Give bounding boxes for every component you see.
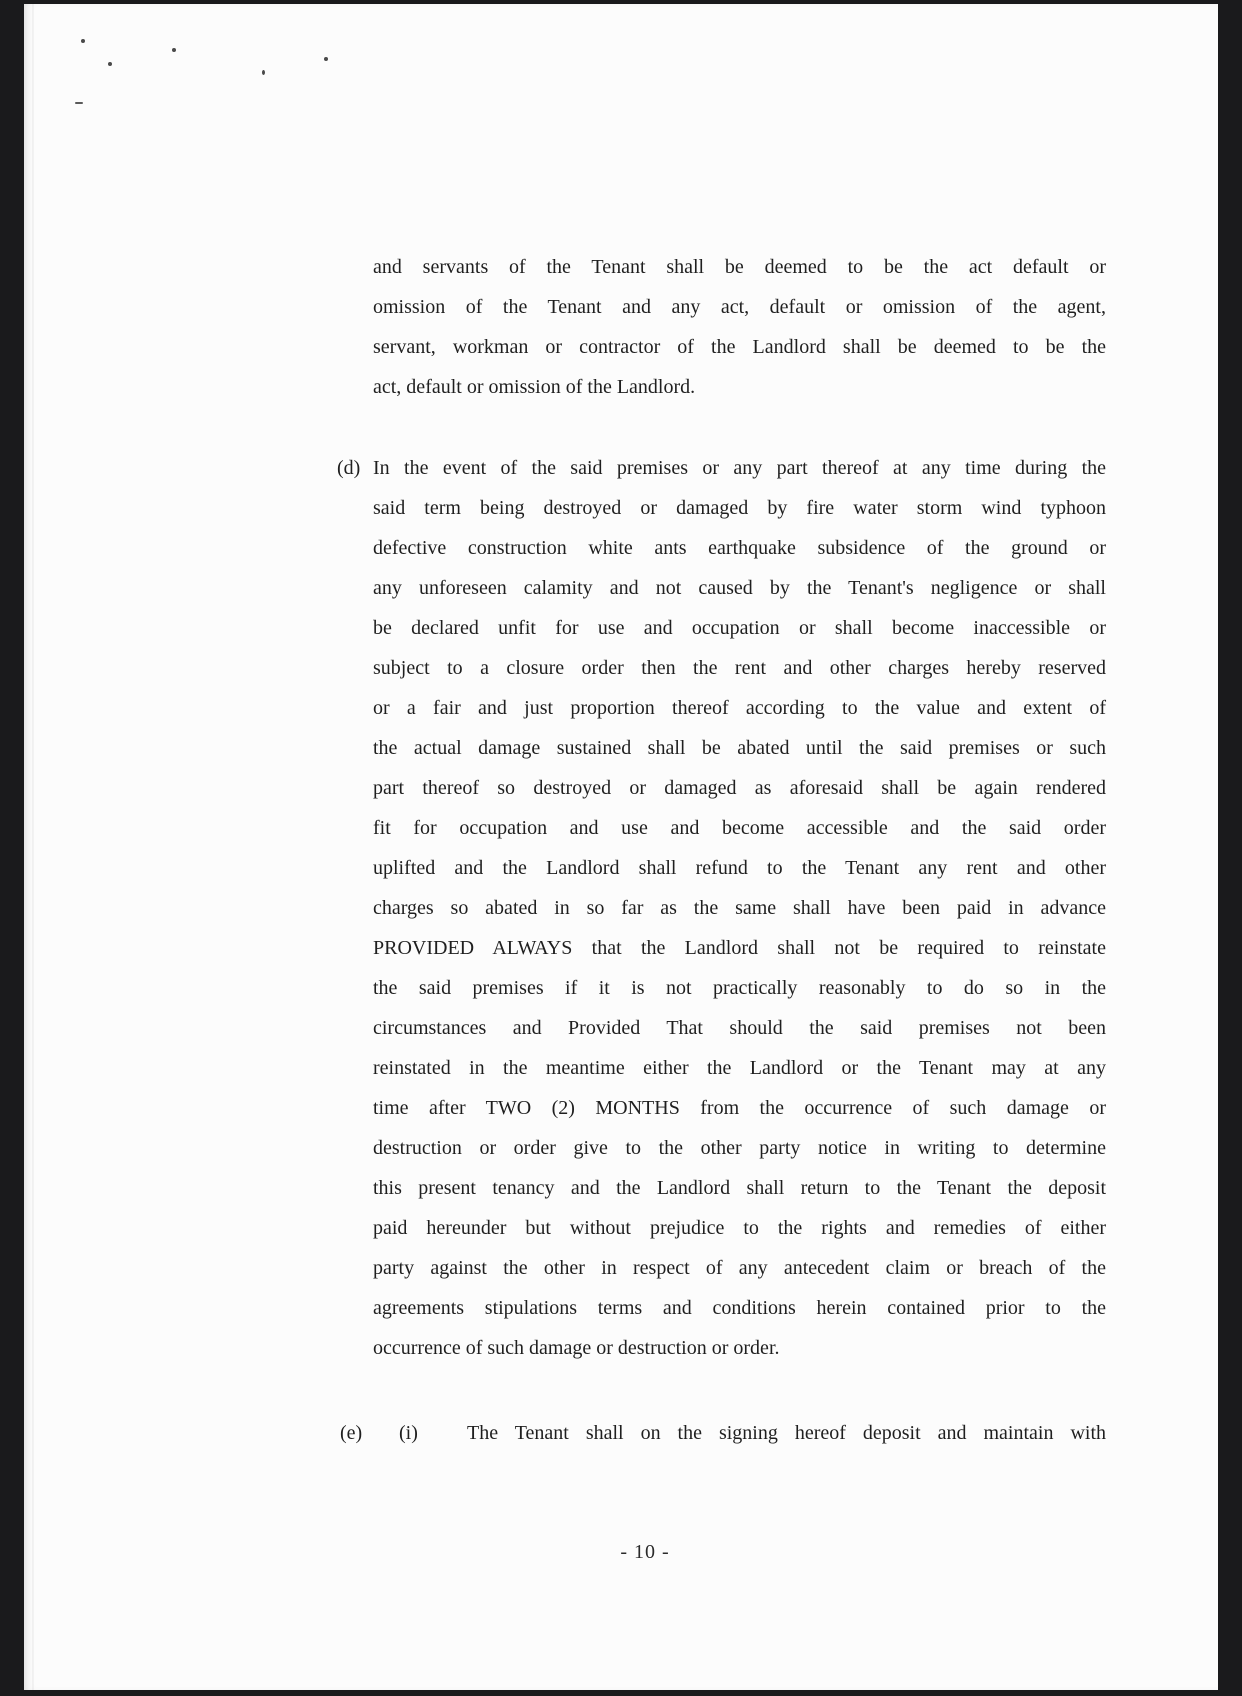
paragraph-continuation-text	[373, 247, 1106, 407]
scan-speck	[108, 62, 112, 66]
scan-speck	[262, 70, 265, 75]
clause-e-label: (e)	[340, 1422, 363, 1444]
text-line: fit for occupation and use and become accessible and the said order	[373, 817, 1106, 839]
clause-d-text	[373, 448, 1106, 1368]
text-line: circumstances and Provided That should the said premises not been	[373, 1017, 1106, 1039]
text-line: In the event of the said premises or any part thereof at any time during the	[373, 457, 1106, 479]
scan-speck	[324, 57, 328, 61]
text-line: time after TWO (2) MONTHS from the occurrence of such damage or	[373, 1097, 1106, 1119]
text-line: PROVIDED ALWAYS that the Landlord shall not be required to reinstate	[373, 937, 1106, 959]
scan-speck	[81, 39, 85, 43]
text-line: the actual damage sustained shall be abated until the said premises or such	[373, 737, 1106, 759]
text-line: omission of the Tenant and any act, default or omission of the agent,	[373, 296, 1106, 318]
scan-speck	[172, 48, 176, 52]
text-line: agreements stipulations terms and conditions herein contained prior to the	[373, 1297, 1106, 1319]
text-line: act, default or omission of the Landlord.	[373, 376, 696, 398]
text-line: subject to a closure order then the rent and other charges hereby reserved	[373, 657, 1106, 679]
text-line: uplifted and the Landlord shall refund to the Tenant any rent and other	[373, 857, 1106, 879]
clause-e-i-text	[467, 1413, 1106, 1453]
text-line: this present tenancy and the Landlord shall return to the Tenant the deposit	[373, 1177, 1106, 1199]
text-line: or a fair and just proportion thereof according to the value and extent of	[373, 697, 1106, 719]
text-line: and servants of the Tenant shall be deemed to be the act default or	[373, 256, 1106, 278]
document-sheet	[24, 4, 1218, 1690]
text-line: the said premises if it is not practically reasonably to do so in the	[373, 977, 1106, 999]
text-line: servant, workman or contractor of the Landlord shall be deemed to be the	[373, 336, 1106, 358]
text-line: reinstated in the meantime either the Landlord or the Tenant may at any	[373, 1057, 1106, 1079]
clause-d-label: (d)	[337, 457, 361, 479]
clause-e-sub-i-label: (i)	[399, 1422, 418, 1444]
text-line: be declared unfit for use and occupation or shall become inaccessible or	[373, 617, 1106, 639]
text-line: charges so abated in so far as the same shall have been paid in advance	[373, 897, 1106, 919]
text-line: said term being destroyed or damaged by fire water storm wind typhoon	[373, 497, 1106, 519]
text-line: party against the other in respect of any antecedent claim or breach of the	[373, 1257, 1106, 1279]
scan-speck	[75, 102, 83, 104]
text-line: defective construction white ants earthquake subsidence of the ground or	[373, 537, 1106, 559]
text-line: paid hereunder but without prejudice to the rights and remedies of either	[373, 1217, 1106, 1239]
text-line: any unforeseen calamity and not caused by the Tenant's negligence or shall	[373, 577, 1106, 599]
text-line: The Tenant shall on the signing hereof deposit and maintain with	[467, 1422, 1106, 1444]
text-line: part thereof so destroyed or damaged as aforesaid shall be again rendered	[373, 777, 1106, 799]
text-line: destruction or order give to the other party notice in writing to determine	[373, 1137, 1106, 1159]
text-line: occurrence of such damage or destruction or order.	[373, 1337, 780, 1359]
page-number: - 10 -	[620, 1541, 670, 1563]
